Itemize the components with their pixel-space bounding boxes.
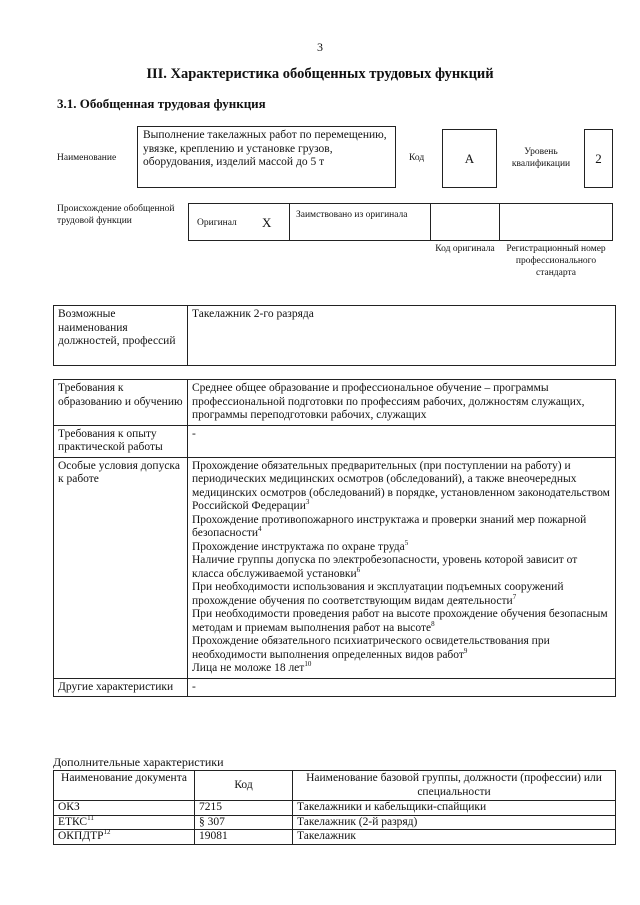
doc-code: § 307	[195, 815, 293, 830]
special-item: При необходимости использования и эксплуатации подъемных сооружений прохождение обучения по соответствующим видам деятельности$^7$	[192, 581, 564, 607]
table-row: ЕТКС$^{11}$ § 307 Такелажник (2-й разряд)	[54, 815, 616, 830]
section-title: III. Характеристика обобщенных трудовых функций	[146, 66, 494, 82]
special-item: Наличие группы допуска по электробезопасности, уровень которой зависит от класса обслуживаемой установки$^6$	[192, 554, 578, 580]
original-cell	[188, 203, 290, 241]
special-item: Прохождение обязательных предварительных (при поступлении на работу) и периодических медицинских осмотров (обследований), а также внеочередных медицинских осмотров (обследований) в порядке, установленном законодательством Российской Федерации$^3$	[192, 459, 610, 512]
other-value: -	[188, 678, 616, 697]
doc-name: ЕТКС	[58, 815, 88, 828]
special-conditions	[188, 457, 616, 678]
table-row: ОКПДТР$^{12}$ 19081 Такелажник	[54, 830, 616, 845]
table-row	[54, 801, 616, 816]
doc-code: 19081	[195, 830, 293, 845]
positions-value: Такелажник 2-го разряда	[188, 306, 616, 366]
page-number: 3	[317, 40, 323, 54]
original-label: Оригинал	[197, 218, 237, 228]
subsection-title: 3.1. Обобщенная трудовая функция	[57, 96, 266, 111]
positions-table	[53, 305, 616, 366]
borrowed-label: Заимствовано из оригинала	[289, 203, 431, 241]
level-label: Уровень квалификации	[511, 147, 571, 169]
reg-number-cell	[499, 203, 613, 241]
education-value: Среднее общее образование и профессиональное обучение – программы профессиональной подготовки по профессиям рабочих, должностям служащих, программы переподготовки рабочих, служащих	[188, 380, 616, 426]
reg-number-label: Регистрационный номер профессионального стандарта	[506, 244, 606, 278]
other-label: Другие характеристики	[54, 678, 188, 697]
additional-table	[53, 770, 616, 845]
code-original-label: Код оригинала	[435, 244, 495, 254]
education-label: Требования к образованию и обучению	[54, 380, 188, 426]
special-item: Лица не моложе 18 лет$^{10}$	[192, 660, 312, 674]
group-name: Такелажник	[293, 830, 616, 845]
additional-title: Дополнительные характеристики	[53, 755, 224, 769]
name-value: Выполнение такелажных работ по перемещению, увязке, креплению и установке грузов, оборудования, изделий массой до 5 т	[137, 126, 396, 188]
level-value: 2	[584, 129, 613, 188]
name-label: Наименование	[57, 153, 117, 163]
group-name: Такелажник (2-й разряд)	[293, 815, 616, 830]
special-item: При необходимости проведения работ на высоте прохождение обучения безопасным методам и приемам выполнения работ на высоте$^8$	[192, 608, 608, 634]
experience-label: Требования к опыту практической работы	[54, 425, 188, 457]
code-value: А	[442, 129, 497, 188]
special-item: Прохождение обязательного психиатрического освидетельствования при необходимости выполнения определенных видов работ$^9$	[192, 635, 550, 661]
doc-name: ОКПДТР	[58, 830, 104, 842]
doc-name: ОКЗ	[58, 801, 80, 813]
special-item: Прохождение противопожарного инструктажа и проверки знаний мер пожарной безопасности$^4$	[192, 513, 587, 539]
requirements-table	[53, 379, 616, 697]
group-name: Такелажники и кабельщики-спайщики	[293, 801, 616, 816]
header-document: Наименование документа	[54, 771, 195, 801]
positions-label: Возможные наименования должностей, профессий	[54, 306, 188, 366]
special-item: Прохождение инструктажа по охране труда$^5$	[192, 538, 409, 553]
original-mark: X	[262, 215, 272, 230]
code-original-cell	[430, 203, 500, 241]
special-label: Особые условия допуска к работе	[54, 457, 188, 678]
experience-value: -	[188, 425, 616, 457]
origin-label: Происхождение обобщенной трудовой функции	[57, 204, 175, 226]
doc-code: 7215	[195, 801, 293, 816]
header-group: Наименование базовой группы, должности (профессии) или специальности	[293, 771, 616, 801]
header-code: Код	[195, 771, 293, 801]
code-label: Код	[409, 153, 425, 163]
